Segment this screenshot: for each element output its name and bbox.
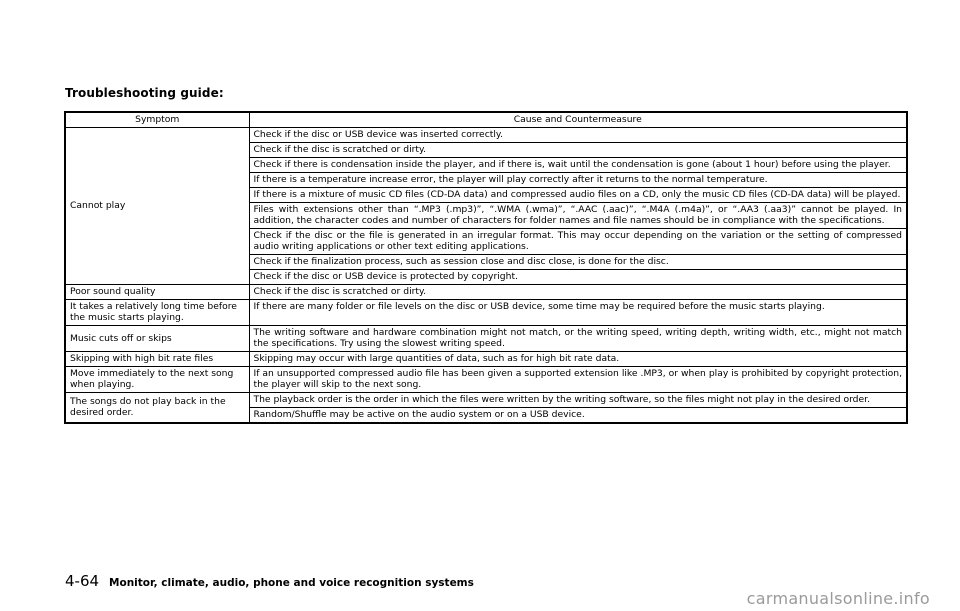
cause-cell: Check if the disc or USB device is protected by copyright. xyxy=(249,270,907,285)
cause-cell: The playback order is the order in which the files were written by the writing software, so the files might not play in the desired order. xyxy=(249,393,907,408)
symptom-cell: It takes a relatively long time before the music starts playing. xyxy=(65,300,249,326)
table-row xyxy=(65,300,907,326)
site-watermark: carmanualsonline.info xyxy=(746,589,930,608)
cause-cell: Files with extensions other than “.MP3 (.mp3)”, “.WMA (.wma)”, “.AAC (.aac)”, “.M4A (.m4a)”, or “.AA3 (.aa3)” cannot be played. In addition, the character codes and number of characters for folder names and file names should be in compliance with the specifications. xyxy=(249,203,907,229)
table-row xyxy=(65,393,907,408)
cause-cell: Skipping may occur with large quantities of data, such as for high bit rate data. xyxy=(249,352,907,367)
page-footer xyxy=(65,572,474,590)
cause-cell: Check if the disc or the file is generated in an irregular format. This may occur depending on the variation or the setting of compressed audio writing applications or other text editing applications. xyxy=(249,229,907,255)
cause-cell: If an unsupported compressed audio file has been given a supported extension like .MP3, or when play is prohibited by copyright protection, the player will skip to the next song. xyxy=(249,367,907,393)
cause-cell: Check if the disc or USB device was inserted correctly. xyxy=(249,128,907,143)
cause-column-header: Cause and Countermeasure xyxy=(249,112,907,128)
symptom-cell: Music cuts off or skips xyxy=(65,326,249,352)
symptom-cell: Move immediately to the next song when playing. xyxy=(65,367,249,393)
table-body xyxy=(65,128,907,424)
page-number: 4-64 xyxy=(65,572,100,590)
symptom-cell: Cannot play xyxy=(65,128,249,285)
cause-cell: Check if there is condensation inside the player, and if there is, wait until the condensation is gone (about 1 hour) before using the player. xyxy=(249,158,907,173)
table-row xyxy=(65,128,907,143)
chapter-title: Monitor, climate, audio, phone and voice recognition systems xyxy=(109,577,474,589)
page-heading: Troubleshooting guide: xyxy=(65,86,224,100)
troubleshooting-table xyxy=(64,111,908,424)
cause-cell: Random/Shuffle may be active on the audio system or on a USB device. xyxy=(249,408,907,424)
symptom-cell: The songs do not play back in the desired order. xyxy=(65,393,249,424)
table-row xyxy=(65,285,907,300)
symptom-column-header: Symptom xyxy=(65,112,249,128)
table-row xyxy=(65,367,907,393)
symptom-cell: Poor sound quality xyxy=(65,285,249,300)
table-header-row xyxy=(65,112,907,128)
cause-cell: Check if the disc is scratched or dirty. xyxy=(249,143,907,158)
cause-cell: If there is a temperature increase error, the player will play correctly after it returns to the normal temperature. xyxy=(249,173,907,188)
symptom-cell: Skipping with high bit rate files xyxy=(65,352,249,367)
table-row xyxy=(65,352,907,367)
table-row xyxy=(65,326,907,352)
cause-cell: Check if the finalization process, such as session close and disc close, is done for the disc. xyxy=(249,255,907,270)
cause-cell: Check if the disc is scratched or dirty. xyxy=(249,285,907,300)
cause-cell: If there is a mixture of music CD files (CD-DA data) and compressed audio files on a CD, only the music CD files (CD-DA data) will be played. xyxy=(249,188,907,203)
cause-cell: The writing software and hardware combination might not match, or the writing speed, writing depth, writing width, etc., might not match the specifications. Try using the slowest writing speed. xyxy=(249,326,907,352)
cause-cell: If there are many folder or file levels on the disc or USB device, some time may be required before the music starts playing. xyxy=(249,300,907,326)
